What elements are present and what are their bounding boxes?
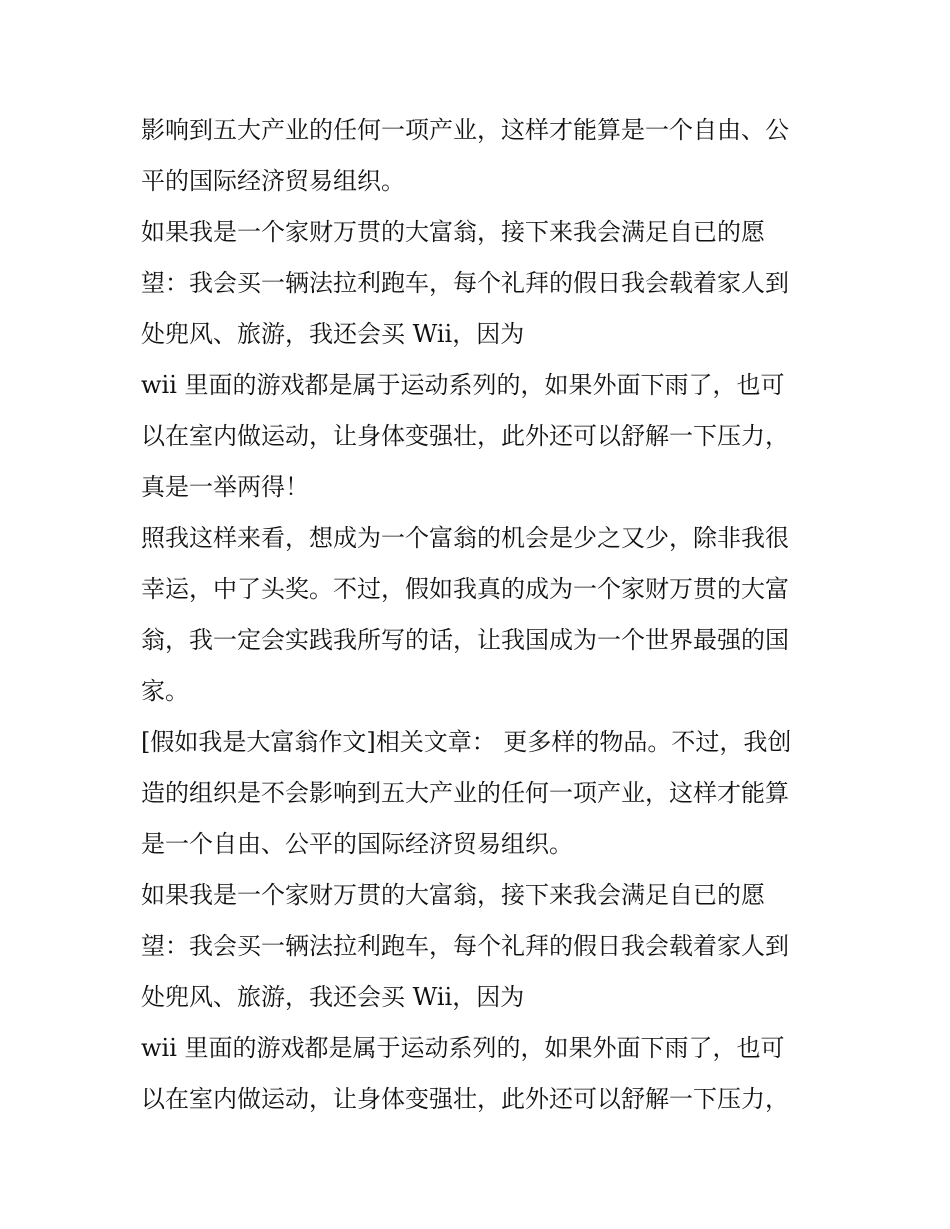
text-line: 是一个自由、公平的国际经济贸易组织。	[141, 830, 573, 858]
text-line: 望：我会买一辆法拉利跑车，每个礼拜的假日我会载着家人到	[141, 932, 789, 960]
text-line: 如果我是一个家财万贯的大富翁，接下来我会满足自已的愿	[141, 881, 765, 909]
text-line: wii 里面的游戏都是属于运动系列的，如果外面下雨了，也可	[141, 1034, 785, 1062]
text-line: 家。	[141, 677, 189, 705]
text-line: 造的组织是不会影响到五大产业的任何一项产业，这样才能算	[141, 779, 789, 807]
text-line: 以在室内做运动，让身体变强壮，此外还可以舒解一下压力，	[141, 1085, 789, 1113]
text-line: 望：我会买一辆法拉利跑车，每个礼拜的假日我会载着家人到	[141, 269, 789, 297]
text-line: 真是一举两得！	[141, 473, 309, 501]
text-line: 以在室内做运动，让身体变强壮，此外还可以舒解一下压力，	[141, 422, 789, 450]
text-line: 平的国际经济贸易组织。	[141, 167, 405, 195]
text-line: 影响到五大产业的任何一项产业，这样才能算是一个自由、公	[141, 116, 789, 144]
text-line: [假如我是大富翁作文]相关文章： 更多样的物品。不过，我创	[141, 728, 792, 756]
text-line: 翁，我一定会实践我所写的话，让我国成为一个世界最强的国	[141, 626, 789, 654]
document-body	[141, 105, 821, 1125]
text-line: 处兜风、旅游，我还会买 Wii，因为	[141, 320, 525, 348]
text-line: 处兜风、旅游，我还会买 Wii，因为	[141, 983, 525, 1011]
text-line: 幸运，中了头奖。不过，假如我真的成为一个家财万贯的大富	[141, 575, 789, 603]
text-line: wii 里面的游戏都是属于运动系列的，如果外面下雨了，也可	[141, 371, 785, 399]
text-line: 照我这样来看，想成为一个富翁的机会是少之又少，除非我很	[141, 524, 789, 552]
text-line: 如果我是一个家财万贯的大富翁，接下来我会满足自已的愿	[141, 218, 765, 246]
